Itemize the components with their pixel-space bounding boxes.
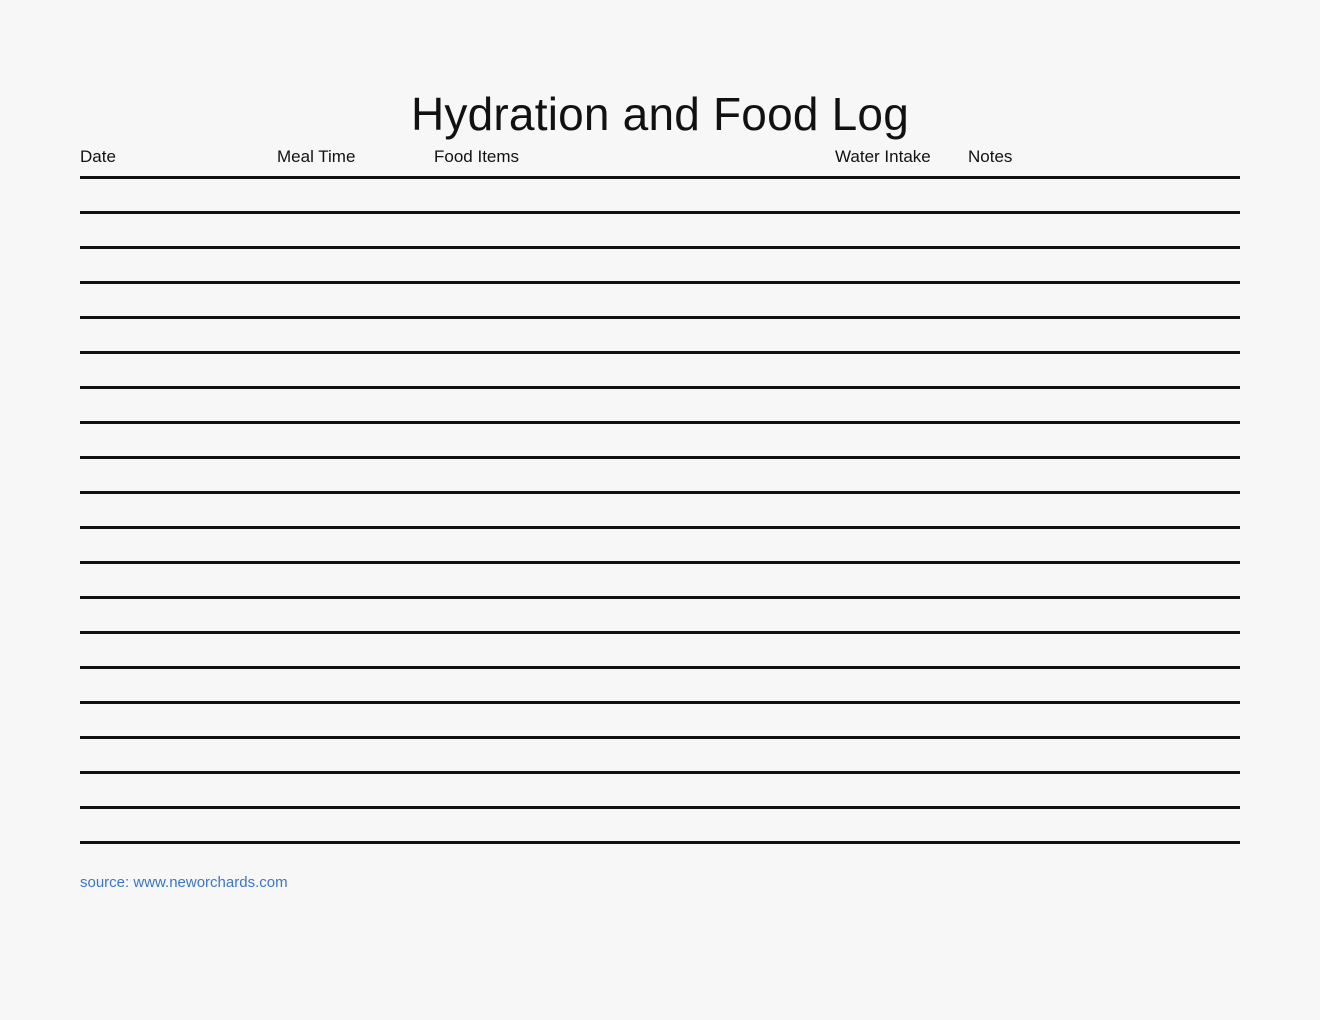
table-row[interactable] — [80, 774, 1240, 806]
table-row[interactable] — [80, 354, 1240, 386]
table-row[interactable] — [80, 424, 1240, 456]
table-header-row — [80, 145, 1240, 176]
table-row[interactable] — [80, 529, 1240, 561]
table-row[interactable] — [80, 319, 1240, 351]
table-row[interactable] — [80, 214, 1240, 246]
page-title: Hydration and Food Log — [411, 87, 909, 140]
table-row[interactable] — [80, 389, 1240, 421]
table-row[interactable] — [80, 809, 1240, 841]
table-row[interactable] — [80, 739, 1240, 771]
table-row[interactable] — [80, 179, 1240, 211]
log-table — [80, 145, 1240, 844]
table-row[interactable] — [80, 249, 1240, 281]
row-rule — [80, 841, 1240, 844]
table-row[interactable] — [80, 494, 1240, 526]
table-row[interactable] — [80, 704, 1240, 736]
table-row[interactable] — [80, 634, 1240, 666]
table-row[interactable] — [80, 564, 1240, 596]
column-header-water-intake: Water Intake — [835, 147, 931, 166]
table-row[interactable] — [80, 459, 1240, 491]
column-header-food-items: Food Items — [434, 147, 520, 166]
column-header-notes: Notes — [968, 147, 1013, 166]
table-row[interactable] — [80, 669, 1240, 701]
table-row[interactable] — [80, 284, 1240, 316]
column-header-meal-time: Meal Time — [277, 147, 356, 166]
column-header-date: Date — [80, 147, 116, 166]
ruled-rows — [80, 179, 1240, 844]
source-link[interactable]: source: www.neworchards.com — [80, 874, 288, 891]
table-row[interactable] — [80, 599, 1240, 631]
